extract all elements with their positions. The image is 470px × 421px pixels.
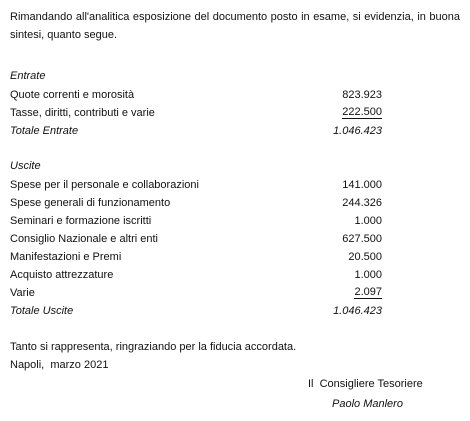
uscite-row-value: 1.000	[354, 269, 382, 281]
entrate-row-label: Tasse, diritti, contributi e varie	[10, 107, 155, 119]
intro-line-2: sintesi, quanto segue.	[10, 29, 118, 41]
signature-name: Paolo Manlero	[332, 398, 403, 410]
uscite-row-value: 141.000	[342, 179, 382, 191]
entrate-total-row	[10, 124, 382, 138]
intro-line-1: Rimandando all'analitica esposizione del documento posto in esame, si evidenzia, in buona	[10, 11, 460, 23]
uscite-row	[10, 178, 382, 192]
uscite-row	[10, 250, 382, 264]
entrate-row	[10, 88, 382, 102]
uscite-row-value: 2.097	[354, 286, 382, 298]
entrate-row-value: 823.923	[342, 89, 382, 101]
closing-thanks: Tanto si rappresenta, ringraziando per la fiducia accordata.	[10, 341, 297, 353]
uscite-row-label: Acquisto attrezzature	[10, 269, 114, 281]
uscite-row-value: 1.000	[354, 215, 382, 227]
uscite-row	[10, 286, 382, 300]
uscite-row-label: Manifestazioni e Premi	[10, 251, 122, 263]
uscite-row-value: 627.500	[342, 233, 382, 245]
uscite-title: Uscite	[10, 160, 41, 172]
closing-place-date: Napoli, marzo 2021	[10, 359, 109, 371]
uscite-row-label: Spese generali di funzionamento	[10, 197, 171, 209]
uscite-total-value: 1.046.423	[333, 305, 382, 317]
uscite-row	[10, 196, 382, 210]
uscite-row-label: Spese per il personale e collaborazioni	[10, 179, 199, 191]
entrate-row-value: 222.500	[342, 106, 382, 118]
uscite-row-label: Seminari e formazione iscritti	[10, 215, 152, 227]
uscite-row	[10, 268, 382, 282]
uscite-total-label: Totale Uscite	[10, 305, 74, 317]
uscite-row-value: 20.500	[348, 251, 382, 263]
uscite-row	[10, 214, 382, 228]
uscite-total-row	[10, 304, 382, 318]
entrate-total-value: 1.046.423	[333, 125, 382, 137]
entrate-row-label: Quote correnti e morosità	[10, 89, 135, 101]
intro-paragraph	[10, 8, 460, 44]
uscite-row-label: Consiglio Nazionale e altri enti	[10, 233, 158, 245]
entrate-title: Entrate	[10, 70, 46, 82]
uscite-row	[10, 232, 382, 246]
uscite-row-value: 244.326	[342, 197, 382, 209]
uscite-row-label: Varie	[10, 287, 35, 299]
signature-role: Il Consigliere Tesoriere	[308, 378, 423, 390]
entrate-row	[10, 106, 382, 120]
entrate-total-label: Totale Entrate	[10, 125, 79, 137]
